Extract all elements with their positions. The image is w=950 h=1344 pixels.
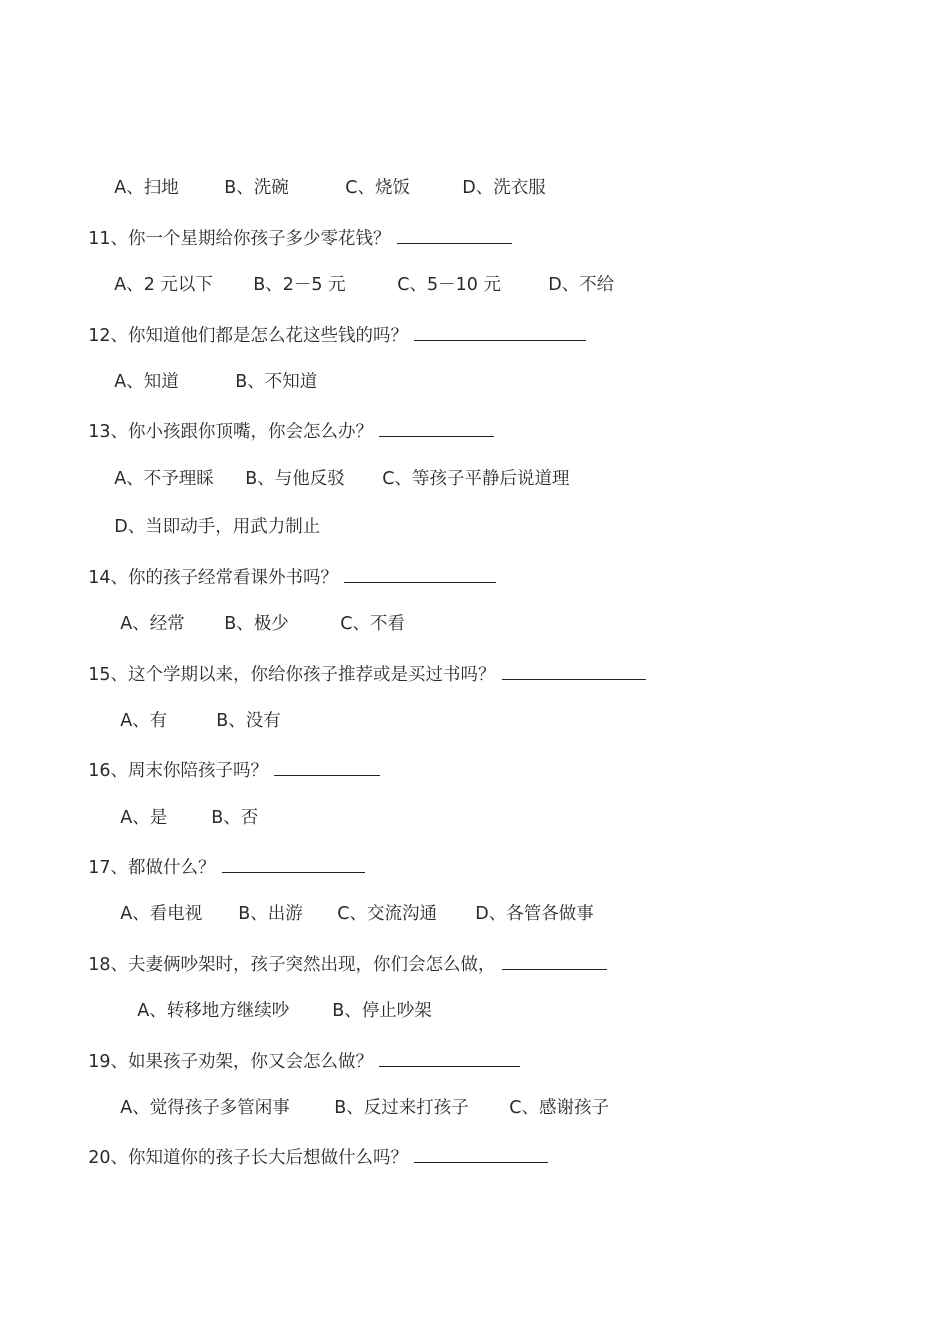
option-15-b: B、没有 <box>216 711 281 731</box>
option-13-c: C、等孩子平静后说道理 <box>382 469 570 489</box>
question-12-text: 12、你知道他们都是怎么花这些钱的吗？ <box>88 326 409 346</box>
option-17-b: B、出游 <box>238 904 303 924</box>
answer-blank-19[interactable] <box>379 1049 520 1067</box>
option-11-d: D、不给 <box>548 275 615 295</box>
answer-blank-13[interactable] <box>379 419 494 437</box>
option-14-b: B、极少 <box>224 614 289 634</box>
answer-blank-14[interactable] <box>344 565 496 583</box>
answer-blank-18[interactable] <box>502 952 607 970</box>
answer-blank-11[interactable] <box>397 226 512 244</box>
option-19-c: C、感谢孩子 <box>509 1098 609 1118</box>
option-16-b: B、否 <box>211 808 259 828</box>
question-15-text: 15、这个学期以来，你给你孩子推荐或是买过书吗？ <box>88 665 496 685</box>
question-20 <box>66 1123 548 1191</box>
question-14-text: 14、你的孩子经常看课外书吗？ <box>88 568 339 588</box>
option-17-a: A、看电视 <box>120 904 203 924</box>
option-17-d: D、各管各做事 <box>475 904 594 924</box>
option-14-c: C、不看 <box>340 614 405 634</box>
option-13-a: A、不予理睬 <box>114 469 214 489</box>
option-12-a: A、知道 <box>114 372 179 392</box>
answer-blank-20[interactable] <box>414 1145 548 1163</box>
question-20-text: 20、你知道你的孩子长大后想做什么吗？ <box>88 1148 409 1168</box>
question-13-text: 13、你小孩跟你顶嘴，你会怎么办？ <box>88 422 374 442</box>
answer-blank-15[interactable] <box>502 662 646 680</box>
option-11-a: A、2 元以下 <box>114 275 213 295</box>
option-13-d: D、当即动手，用武力制止 <box>114 517 321 537</box>
question-18-text: 18、夫妻俩吵架时，孩子突然出现，你们会怎么做， <box>88 955 496 975</box>
option-10-b: B、洗碗 <box>224 178 289 198</box>
option-10-c: C、烧饭 <box>345 178 410 198</box>
answer-blank-17[interactable] <box>222 855 365 873</box>
option-10-a: A、扫地 <box>114 178 179 198</box>
option-11-b: B、2－5 元 <box>253 275 346 295</box>
question-19-text: 19、如果孩子劝架，你又会怎么做？ <box>88 1052 374 1072</box>
answer-blank-12[interactable] <box>414 323 586 341</box>
option-18-b: B、停止吵架 <box>332 1001 432 1021</box>
option-17-c: C、交流沟通 <box>337 904 437 924</box>
option-10-d: D、洗衣服 <box>462 178 546 198</box>
option-19-a: A、觉得孩子多管闲事 <box>120 1098 290 1118</box>
option-18-a: A、转移地方继续吵 <box>137 1001 290 1021</box>
option-12-b: B、不知道 <box>235 372 318 392</box>
answer-blank-16[interactable] <box>274 758 380 776</box>
option-13-b: B、与他反驳 <box>245 469 345 489</box>
option-16-a: A、是 <box>120 808 168 828</box>
option-15-a: A、有 <box>120 711 168 731</box>
option-14-a: A、经常 <box>120 614 185 634</box>
option-11-c: C、5－10 元 <box>397 275 501 295</box>
option-19-b: B、反过来打孩子 <box>334 1098 469 1118</box>
question-17-text: 17、都做什么？ <box>88 858 216 878</box>
question-11-text: 11、你一个星期给你孩子多少零花钱？ <box>88 229 391 249</box>
question-16-text: 16、周末你陪孩子吗？ <box>88 761 269 781</box>
